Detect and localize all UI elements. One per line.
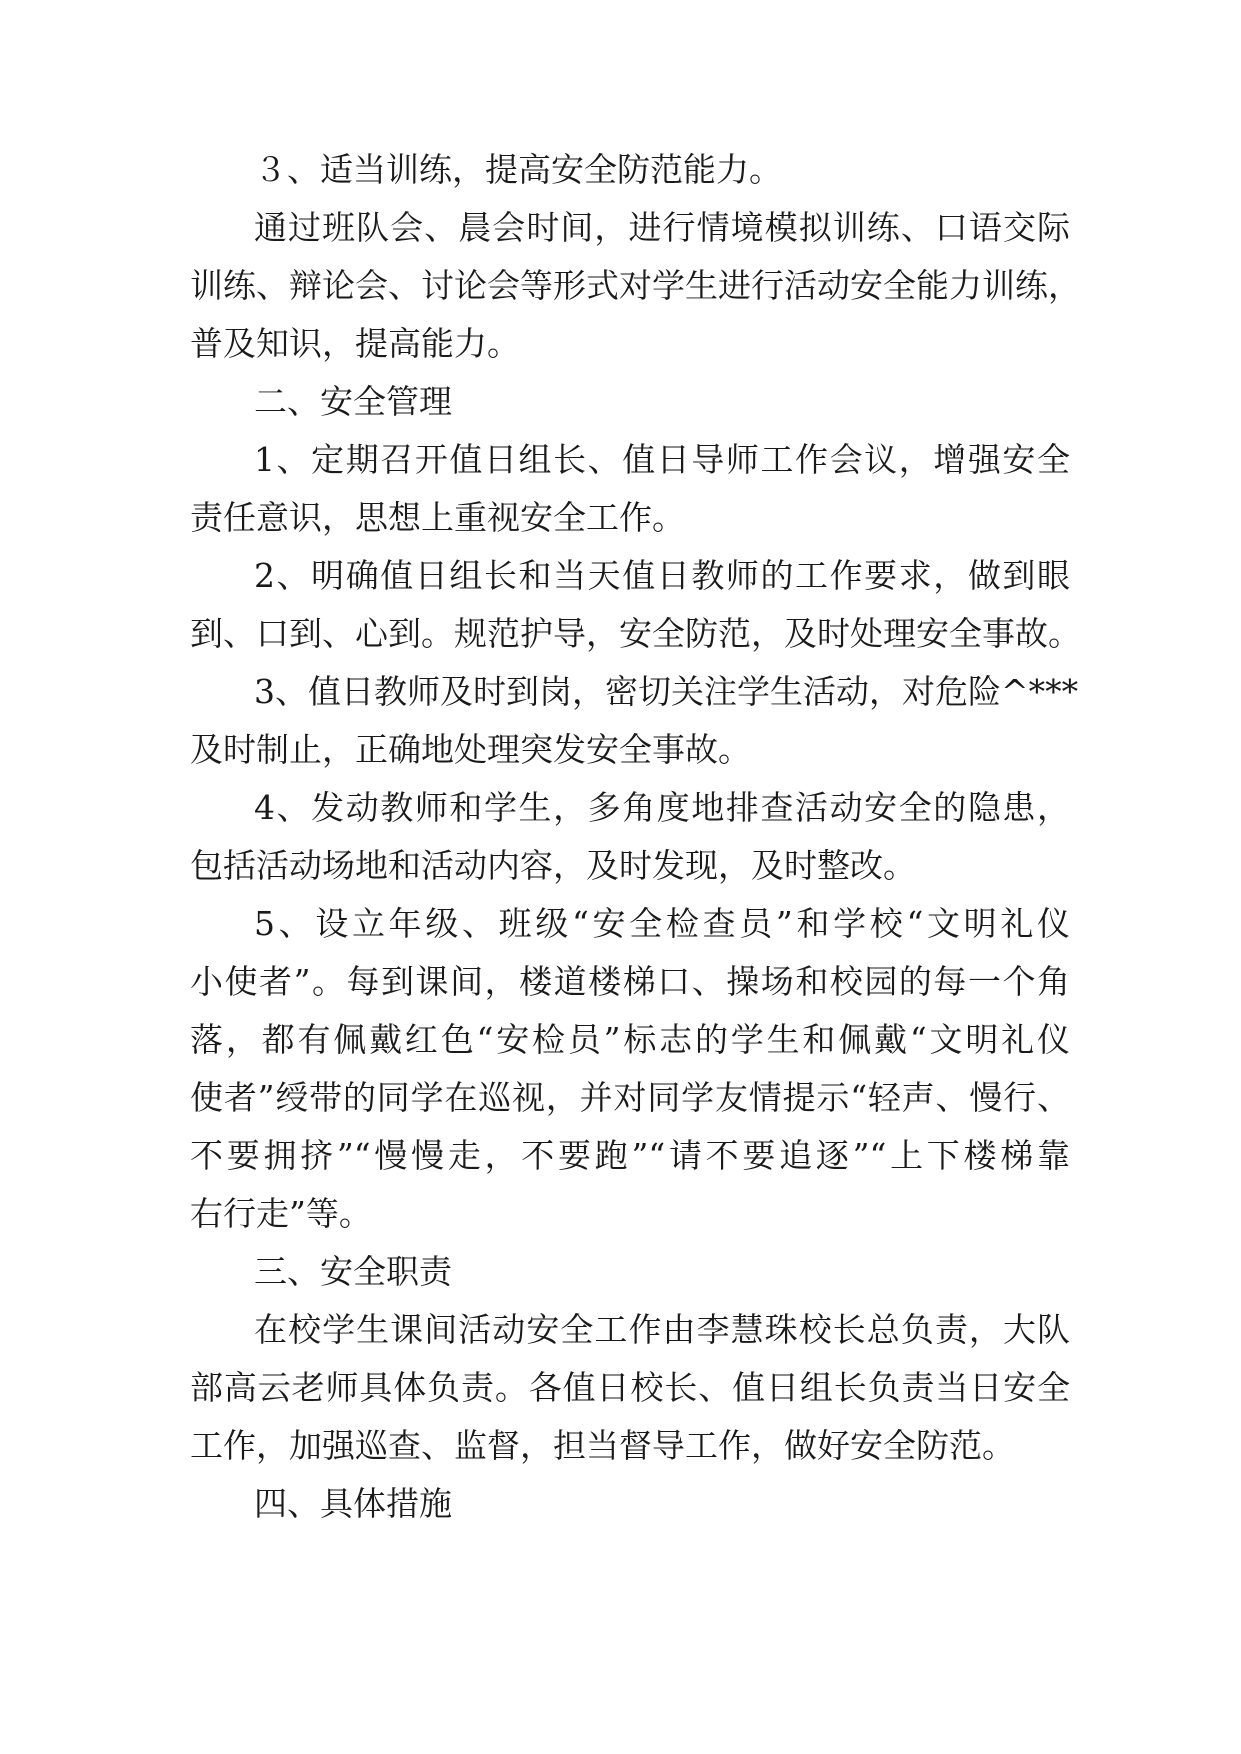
text-line: 训练、辩论会、讨论会等形式对学生进行活动安全能力训练，	[190, 266, 1081, 305]
text-line: 不要拥挤”“慢慢走，不要跑”“请不要追逐”“上下楼梯靠	[190, 1136, 1070, 1175]
section-heading: 二、安全管理	[254, 382, 452, 421]
text-line: 及时制止，正确地处理突发安全事故。	[190, 730, 751, 769]
text-line: ３、适当训练，提高安全防范能力。	[254, 150, 782, 189]
text-line: 在校学生课间活动安全工作由李慧珠校长总负责，大队	[254, 1310, 1070, 1349]
text-line: 工作，加强巡查、监督，担当督导工作，做好安全防范。	[190, 1426, 1015, 1465]
text-line: 到、口到、心到。规范护导，安全防范，及时处理安全事故。	[190, 614, 1081, 653]
text-line: 包括活动场地和活动内容，及时发现，及时整改。	[190, 846, 916, 885]
text-line: 3、值日教师及时到岗，密切关注学生活动，对危险^***	[254, 672, 1079, 711]
text-line: 落，都有佩戴红色“安检员”标志的学生和佩戴“文明礼仪	[190, 1020, 1070, 1059]
text-line: 4、发动教师和学生，多角度地排查活动安全的隐患，	[254, 788, 1070, 827]
text-line: 责任意识，思想上重视安全工作。	[190, 498, 685, 537]
text-line: 5、设立年级、班级“安全检查员”和学校“文明礼仪	[254, 904, 1070, 943]
section-heading: 三、安全职责	[254, 1252, 452, 1291]
text-line: 普及知识，提高能力。	[190, 324, 520, 363]
text-line: 小使者”。每到课间，楼道楼梯口、操场和校园的每一个角	[190, 962, 1070, 1001]
text-line: 使者”绶带的同学在巡视，并对同学友情提示“轻声、慢行、	[190, 1078, 1070, 1117]
section-heading: 四、具体措施	[254, 1484, 452, 1523]
text-line: 2、明确值日组长和当天值日教师的工作要求，做到眼	[254, 556, 1070, 595]
text-line: 1、定期召开值日组长、值日导师工作会议，增强安全	[254, 440, 1070, 479]
text-line: 通过班队会、晨会时间，进行情境模拟训练、口语交际	[254, 208, 1070, 247]
text-line: 部高云老师具体负责。各值日校长、值日组长负责当日安全	[190, 1368, 1070, 1407]
text-line: 右行走”等。	[190, 1194, 372, 1233]
